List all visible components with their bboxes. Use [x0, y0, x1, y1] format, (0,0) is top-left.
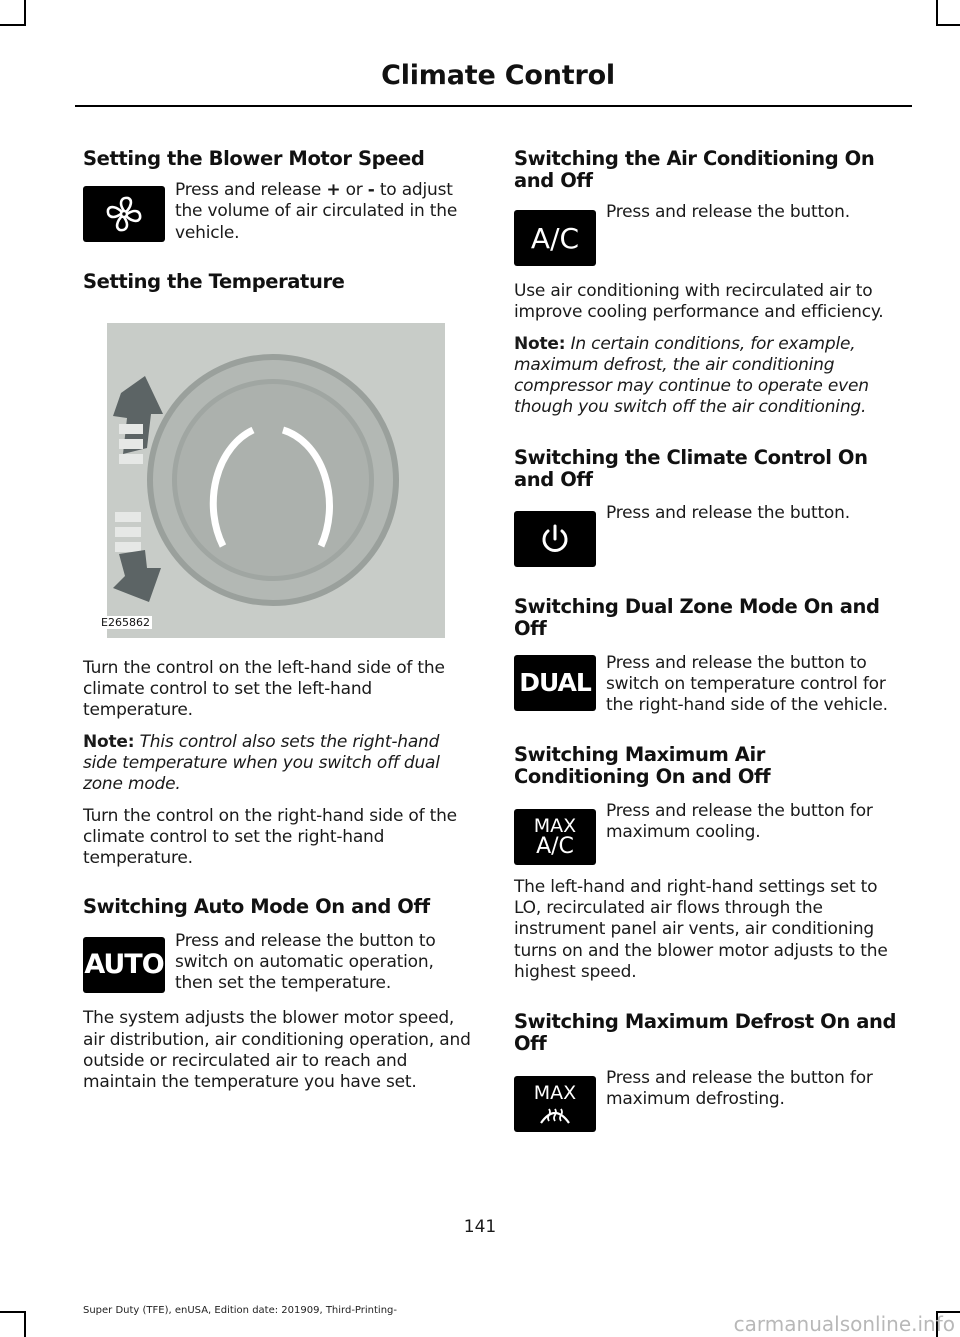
temperature-dial-illustration: [83, 318, 475, 640]
max-defrost-button-icon: [514, 1076, 596, 1132]
temperature-para-2: Turn the control on the right-hand side of the climate control to set the right-hand temperature.: [83, 805, 457, 869]
max-defrost-text: Press and release the button for maximum defrosting.: [606, 1068, 873, 1110]
windshield-defrost-icon: [538, 1103, 572, 1125]
max-ac-icon-bottom: A/C: [536, 833, 574, 859]
auto-heading: Switching Auto Mode On and Off: [83, 894, 430, 918]
diagram-id: E265862: [101, 615, 150, 629]
ac-note: [514, 334, 909, 419]
plus-symbol: +: [326, 180, 341, 200]
temperature-para-1: Turn the control on the left-hand side of the climate control to set the left-hand temperature.: [83, 657, 445, 721]
note-text: In certain conditions, for example, maximum defrost, the air conditioning compressor may continue to operate even though you switch off the air conditioning.: [514, 333, 869, 418]
note-label: Note:: [83, 731, 135, 752]
header-rule: [75, 105, 912, 107]
max-defrost-heading: Switching Maximum Defrost On and Off: [514, 1010, 897, 1056]
max-defrost-icon-label: MAX: [533, 1082, 577, 1105]
auto-para: The system adjusts the blower motor speed, air distribution, air conditioning operation, and outside or recirculated air to reach and maintain the temperature you have set.: [83, 1008, 471, 1093]
ac-button-icon: [514, 210, 596, 266]
ac-heading: Switching the Air Conditioning On and Off: [514, 147, 875, 192]
max-ac-para: The left-hand and right-hand settings set to LO, recirculated air flows through the instrument panel air vents, air conditioning turns on and the blower motor adjusts to the highest speed.: [514, 876, 888, 982]
auto-button-icon: [83, 937, 165, 993]
power-icon: [514, 511, 596, 567]
max-ac-button-icon: [514, 809, 596, 865]
blower-text-part: or: [340, 180, 368, 200]
crop-mark: [24, 1311, 26, 1337]
dual-icon-label: DUAL: [519, 668, 591, 698]
ac-row: [514, 202, 909, 266]
climate-heading: Switching the Climate Control On and Off: [514, 445, 868, 491]
blower-row: [83, 180, 475, 244]
blower-text-part: Press and release: [175, 180, 327, 200]
blower-heading: Setting the Blower Motor Speed: [83, 147, 425, 170]
temperature-heading: Setting the Temperature: [83, 269, 345, 293]
blower-text: [175, 180, 475, 244]
crop-mark: [0, 1311, 26, 1313]
page-title: Climate Control: [381, 60, 615, 91]
blower-text-part: to adjust the volume of air circulated in the vehicle.: [175, 180, 458, 243]
crop-mark: [24, 0, 26, 26]
footer-text: Super Duty (TFE), enUSA, Edition date: 201909, Third-Printing-: [83, 1305, 398, 1316]
fan-icon: [83, 186, 165, 242]
auto-icon-label: AUTO: [84, 949, 164, 981]
auto-row: [83, 930, 475, 995]
crop-mark: [0, 24, 26, 26]
auto-text: Press and release the button to switch on automatic operation, then set the temperature.: [175, 930, 436, 994]
dual-heading: Switching Dual Zone Mode On and Off: [514, 594, 880, 640]
max-ac-heading: Switching Maximum Air Conditioning On and Off: [514, 742, 771, 788]
left-column: [83, 140, 475, 1094]
climate-text: Press and release the button.: [606, 502, 850, 523]
max-ac-text: Press and release the button for maximum cooling.: [606, 800, 873, 842]
right-column: [514, 140, 909, 1132]
watermark: carmanualsonline.info: [733, 1312, 955, 1336]
ac-para: Use air conditioning with recirculated air to improve cooling performance and efficiency.: [514, 281, 884, 323]
minus-symbol: -: [367, 180, 375, 200]
note-text: This control also sets the right-hand side temperature when you switch off dual zone mode.: [83, 731, 440, 795]
note-label: Note:: [514, 333, 566, 354]
temperature-control-diagram: [83, 318, 475, 640]
max-ac-row: [514, 800, 909, 865]
climate-row: [514, 502, 909, 567]
page-number: 141: [463, 1217, 497, 1237]
temperature-note: [83, 732, 475, 796]
max-ac-icon-top: MAX: [533, 814, 577, 837]
dual-text: Press and release the button to switch on temperature control for the right-hand side of the vehicle.: [606, 652, 888, 716]
crop-mark: [936, 0, 938, 26]
ac-text: Press and release the button.: [606, 202, 850, 222]
ac-icon-label: A/C: [530, 221, 580, 255]
dual-row: [514, 653, 909, 717]
dual-button-icon: [514, 655, 596, 711]
max-defrost-row: [514, 1068, 909, 1132]
crop-mark: [936, 24, 960, 26]
